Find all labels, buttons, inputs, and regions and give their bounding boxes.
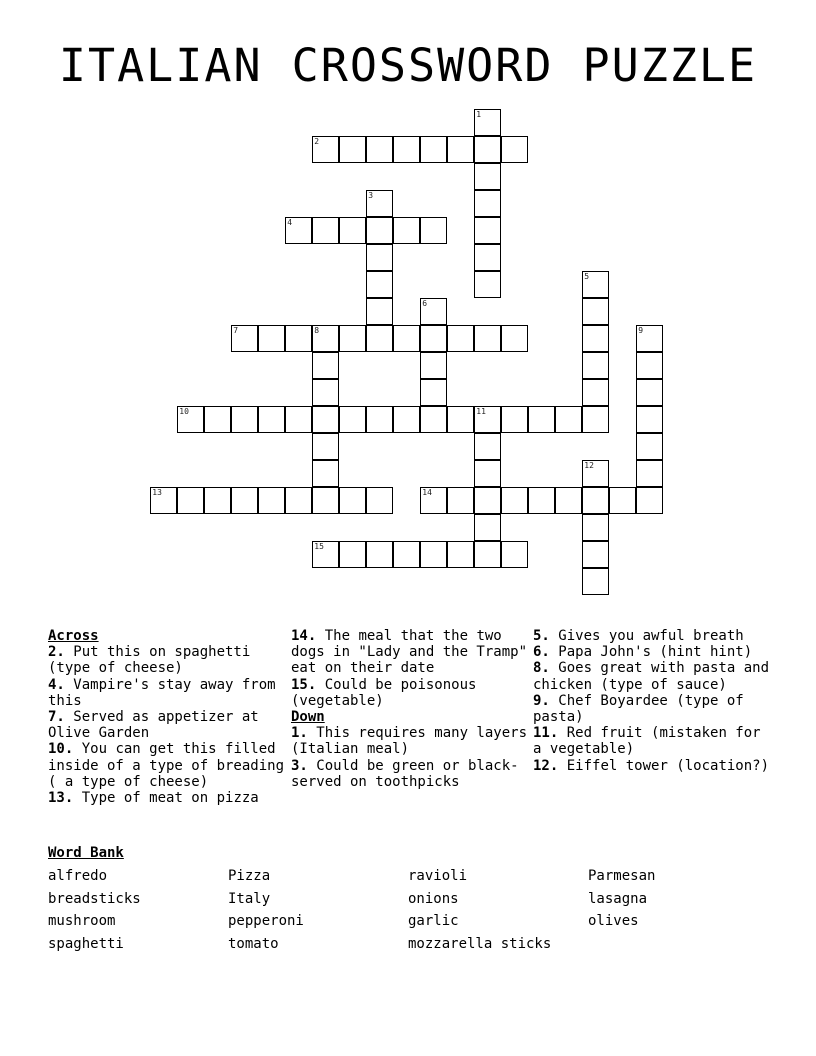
grid-cell[interactable] xyxy=(474,487,501,514)
grid-cell[interactable] xyxy=(339,136,366,163)
grid-cell[interactable] xyxy=(393,541,420,568)
word-bank-item: spaghetti xyxy=(48,936,124,952)
grid-cell[interactable] xyxy=(339,487,366,514)
clue-down-5: 5. Gives you awful breath xyxy=(533,628,744,644)
grid-cell[interactable] xyxy=(420,298,447,325)
grid-cell[interactable] xyxy=(582,568,609,595)
grid-cell[interactable] xyxy=(447,325,474,352)
clue-number: 8 xyxy=(314,326,320,336)
grid-cell[interactable] xyxy=(501,487,528,514)
clue-down-11: 11. Red fruit (mistaken for a vegetable) xyxy=(533,725,761,758)
clue-across-15: 15. Could be poisonous (vegetable) xyxy=(291,676,477,709)
clue-number: 12 xyxy=(584,461,594,471)
grid-cell[interactable] xyxy=(312,217,339,244)
clue-number: 1 xyxy=(476,110,482,120)
grid-cell[interactable] xyxy=(177,487,204,514)
clue-down-9: 9. Chef Boyardee (type of pasta) xyxy=(533,692,744,726)
grid-cell[interactable] xyxy=(312,352,339,379)
grid-cell[interactable] xyxy=(231,325,258,352)
grid-cell[interactable] xyxy=(474,190,501,217)
word-bank-item: garlic xyxy=(408,913,459,929)
word-bank-item: Parmesan xyxy=(588,868,656,884)
grid-cell[interactable] xyxy=(582,379,609,406)
grid-cell[interactable] xyxy=(420,487,447,514)
clue-number: 13 xyxy=(152,488,162,498)
grid-cell[interactable] xyxy=(393,325,420,352)
down-heading: Down xyxy=(291,709,325,726)
clue-down-3: 3. Could be green or black- served on toothpicks xyxy=(291,757,519,790)
grid-cell[interactable] xyxy=(636,433,663,460)
grid-cell[interactable] xyxy=(582,487,609,514)
clues-column-1 xyxy=(48,628,288,806)
clue-number: 10 xyxy=(179,407,189,417)
grid-cell[interactable] xyxy=(420,217,447,244)
grid-cell[interactable] xyxy=(474,163,501,190)
word-bank-heading: Word Bank xyxy=(48,845,124,861)
across-heading: Across xyxy=(48,628,99,644)
clue-across-13: 13. Type of meat on pizza xyxy=(48,790,259,807)
word-bank-item: mozzarella sticks xyxy=(408,936,552,952)
grid-cell[interactable] xyxy=(258,487,285,514)
grid-cell[interactable] xyxy=(474,514,501,541)
grid-cell[interactable] xyxy=(258,406,285,433)
grid-cell[interactable] xyxy=(420,541,447,568)
grid-cell[interactable] xyxy=(582,460,609,487)
word-bank-item: mushroom xyxy=(48,913,116,929)
grid-cell[interactable] xyxy=(474,460,501,487)
grid-cell[interactable] xyxy=(150,487,177,514)
grid-cell[interactable] xyxy=(474,541,501,568)
grid-cell[interactable] xyxy=(285,487,312,514)
grid-cell[interactable] xyxy=(474,136,501,163)
grid-cell[interactable] xyxy=(312,325,339,352)
grid-cell[interactable] xyxy=(312,541,339,568)
clue-down-6: 6. Papa John's (hint hint) xyxy=(533,644,753,661)
word-bank-item: onions xyxy=(408,891,459,907)
clue-number: 9 xyxy=(638,326,644,336)
grid-cell[interactable] xyxy=(420,379,447,406)
grid-cell[interactable] xyxy=(366,136,393,163)
grid-cell[interactable] xyxy=(474,433,501,460)
grid-cell[interactable] xyxy=(420,136,447,163)
grid-cell[interactable] xyxy=(312,379,339,406)
grid-cell[interactable] xyxy=(393,406,420,433)
grid-cell[interactable] xyxy=(447,136,474,163)
word-bank-item: Italy xyxy=(228,891,271,907)
grid-cell[interactable] xyxy=(312,433,339,460)
word-bank-item: breadsticks xyxy=(48,891,141,907)
grid-cell[interactable] xyxy=(339,406,366,433)
grid-cell[interactable] xyxy=(339,541,366,568)
grid-cell[interactable] xyxy=(474,406,501,433)
clue-across-14: 14. The meal that the two dogs in "Lady and the Tramp" eat on their date xyxy=(291,628,528,677)
grid-cell[interactable] xyxy=(312,406,339,433)
grid-cell[interactable] xyxy=(636,325,663,352)
clue-across-7: 7. Served as appetizer at Olive Garden xyxy=(48,709,259,742)
grid-cell[interactable] xyxy=(420,325,447,352)
word-bank-item: olives xyxy=(588,913,639,929)
grid-cell[interactable] xyxy=(582,271,609,298)
word-bank-item: lasagna xyxy=(588,891,648,907)
grid-cell[interactable] xyxy=(447,487,474,514)
clue-number: 6 xyxy=(422,299,428,309)
clue-number: 14 xyxy=(422,488,432,498)
grid-cell[interactable] xyxy=(312,460,339,487)
grid-cell[interactable] xyxy=(285,325,312,352)
grid-cell[interactable] xyxy=(366,271,393,298)
grid-cell[interactable] xyxy=(393,136,420,163)
grid-cell[interactable] xyxy=(636,460,663,487)
grid-cell[interactable] xyxy=(366,325,393,352)
grid-cell[interactable] xyxy=(474,271,501,298)
page-title: ITALIAN CROSSWORD PUZZLE xyxy=(58,39,758,92)
grid-cell[interactable] xyxy=(285,406,312,433)
grid-cell[interactable] xyxy=(366,244,393,271)
grid-cell[interactable] xyxy=(312,136,339,163)
grid-cell[interactable] xyxy=(204,406,231,433)
grid-cell[interactable] xyxy=(609,487,636,514)
grid-cell[interactable] xyxy=(582,325,609,352)
grid-cell[interactable] xyxy=(393,217,420,244)
word-bank-item: ravioli xyxy=(408,868,468,884)
word-bank-item: alfredo xyxy=(48,868,108,884)
grid-cell[interactable] xyxy=(339,325,366,352)
grid-cell[interactable] xyxy=(474,217,501,244)
grid-cell[interactable] xyxy=(258,325,285,352)
word-bank-item: Pizza xyxy=(228,868,271,884)
grid-cell[interactable] xyxy=(582,514,609,541)
grid-cell[interactable] xyxy=(204,487,231,514)
clue-number: 4 xyxy=(287,218,293,228)
clues-column-2 xyxy=(291,628,531,790)
clue-across-2: 2. Put this on spaghetti (type of cheese) xyxy=(48,644,251,677)
grid-cell[interactable] xyxy=(366,190,393,217)
grid-cell[interactable] xyxy=(474,109,501,136)
grid-cell[interactable] xyxy=(447,541,474,568)
grid-cell[interactable] xyxy=(312,487,339,514)
grid-cell[interactable] xyxy=(582,541,609,568)
grid-cell[interactable] xyxy=(636,406,663,433)
clue-down-8: 8. Goes great with pasta and chicken (type of sauce) xyxy=(533,660,770,693)
grid-cell[interactable] xyxy=(177,406,204,433)
clue-across-10: 10. You can get this filled inside of a type of breading ( a type of cheese) xyxy=(48,741,285,790)
clue-down-1: 1. This requires many layers (Italian meal) xyxy=(291,725,528,758)
grid-cell[interactable] xyxy=(447,406,474,433)
clue-number: 15 xyxy=(314,542,324,552)
grid-cell[interactable] xyxy=(582,298,609,325)
clue-number: 2 xyxy=(314,137,320,147)
grid-cell[interactable] xyxy=(366,487,393,514)
grid-cell[interactable] xyxy=(528,487,555,514)
clue-number: 3 xyxy=(368,191,374,201)
grid-cell[interactable] xyxy=(636,379,663,406)
grid-cell[interactable] xyxy=(231,487,258,514)
grid-cell[interactable] xyxy=(366,406,393,433)
grid-cell[interactable] xyxy=(582,406,609,433)
grid-cell[interactable] xyxy=(636,352,663,379)
word-bank-item: pepperoni xyxy=(228,913,304,929)
grid-cell[interactable] xyxy=(582,352,609,379)
grid-cell[interactable] xyxy=(474,244,501,271)
word-bank-item: tomato xyxy=(228,936,279,952)
grid-cell[interactable] xyxy=(501,136,528,163)
grid-cell[interactable] xyxy=(555,487,582,514)
grid-cell[interactable] xyxy=(366,541,393,568)
grid-cell[interactable] xyxy=(366,217,393,244)
clue-number: 11 xyxy=(476,407,486,417)
grid-cell[interactable] xyxy=(636,487,663,514)
grid-cell[interactable] xyxy=(528,406,555,433)
grid-cell[interactable] xyxy=(501,541,528,568)
grid-cell[interactable] xyxy=(366,298,393,325)
clue-down-12: 12. Eiffel tower (location?) xyxy=(533,757,770,774)
grid-cell[interactable] xyxy=(420,406,447,433)
grid-cell[interactable] xyxy=(420,352,447,379)
clue-number: 7 xyxy=(233,326,239,336)
grid-cell[interactable] xyxy=(501,325,528,352)
grid-cell[interactable] xyxy=(339,217,366,244)
clue-number: 5 xyxy=(584,272,590,282)
grid-cell[interactable] xyxy=(285,217,312,244)
grid-cell[interactable] xyxy=(231,406,258,433)
clue-across-4: 4. Vampire's stay away from this xyxy=(48,676,276,709)
grid-cell[interactable] xyxy=(555,406,582,433)
clues-column-3 xyxy=(533,628,773,774)
grid-cell[interactable] xyxy=(474,325,501,352)
grid-cell[interactable] xyxy=(501,406,528,433)
